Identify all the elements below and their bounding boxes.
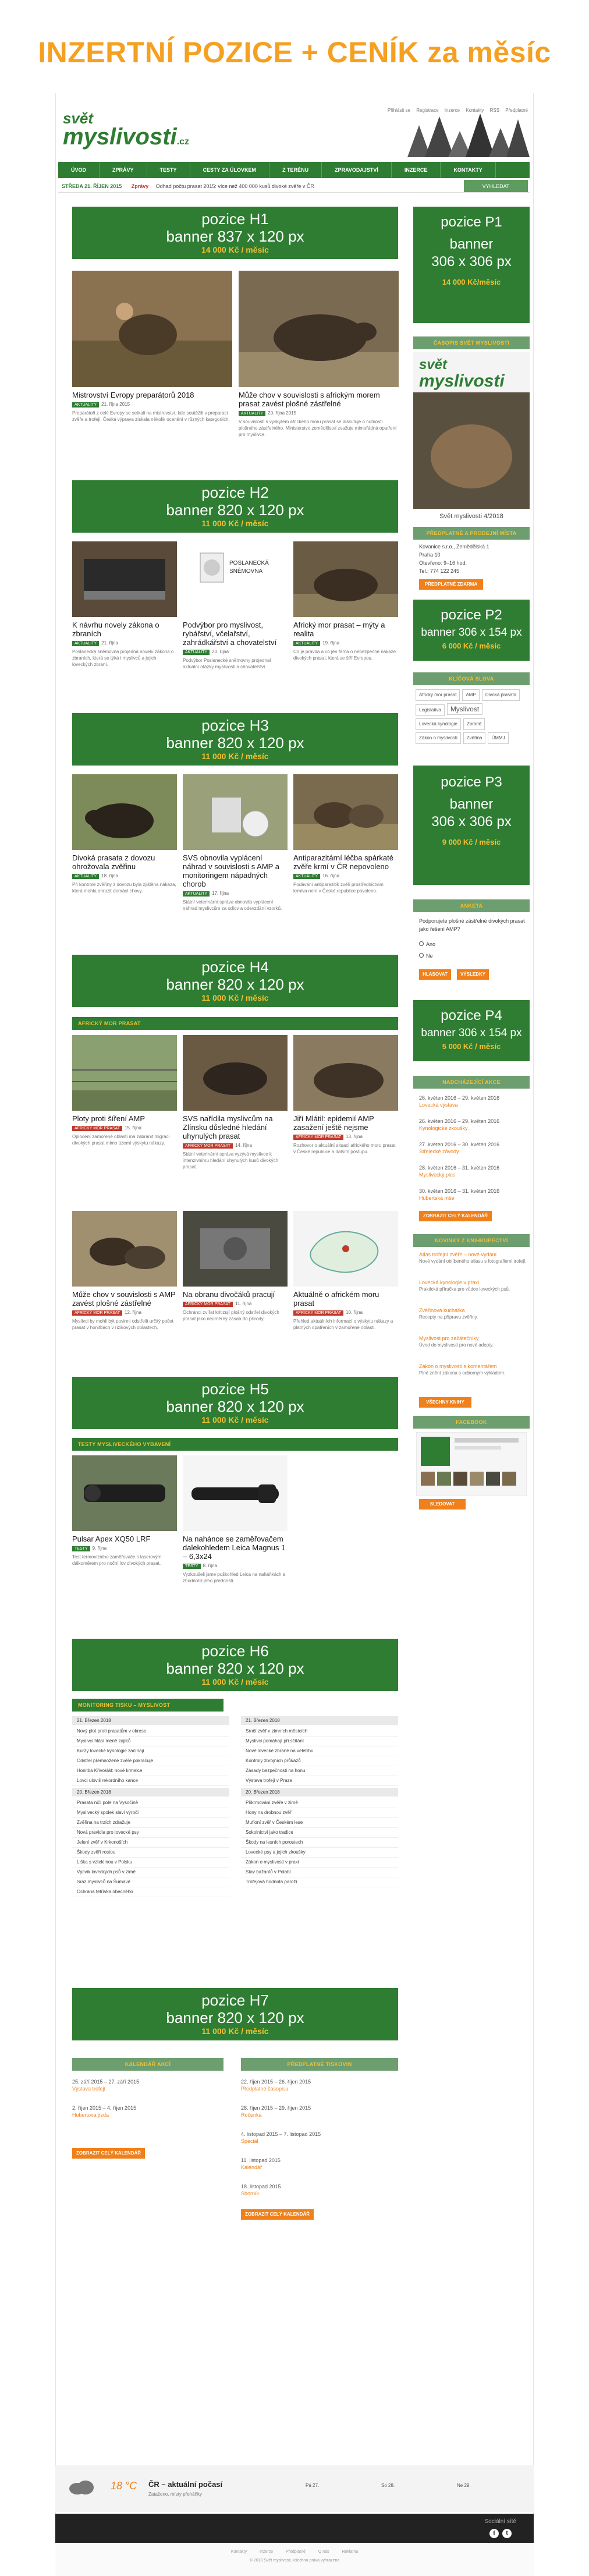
- facebook-widget[interactable]: [416, 1432, 527, 1496]
- article-date: 11. října: [235, 1301, 252, 1306]
- footer-link[interactable]: Předplatné: [286, 2550, 306, 2554]
- ad-h3[interactable]: pozice H3 banner 820 x 120 px 11 000 Kč / měsíc: [72, 713, 398, 766]
- article-perex: Vyzkoušeli jsme puškohled Leica na naháňkách a zhodnotili jeho přednosti.: [183, 1572, 286, 1583]
- article-image: [72, 774, 177, 850]
- article-title[interactable]: Aktuálně o africkém moru prasat: [293, 1290, 379, 1308]
- article-card[interactable]: [183, 541, 288, 710]
- monitoring-col-left: [72, 1714, 229, 1897]
- article-title[interactable]: Ploty proti šíření AMP: [72, 1114, 145, 1123]
- monitoring-row[interactable]: Prasata ničí pole na Vysočině: [72, 1798, 229, 1808]
- section-header-amp[interactable]: AFRICKÝ MOR PRASAT: [72, 1017, 398, 1030]
- article-perex: Podávání antiparazitik zvěři prostřednictvím krmiva není v České republice povoleno.: [293, 882, 384, 894]
- svg-text:svět: svět: [419, 357, 448, 373]
- nav-item-home[interactable]: ÚVOD: [58, 162, 100, 178]
- nav-item-contacts[interactable]: KONTAKTY: [441, 162, 495, 178]
- top-link[interactable]: Inzerce: [444, 108, 460, 113]
- weather-day: So 28.: [381, 2483, 395, 2488]
- article-image: [72, 1035, 177, 1111]
- article-card[interactable]: [72, 541, 177, 710]
- article-category[interactable]: AKTUALITY: [72, 402, 99, 408]
- article-image: [293, 1211, 398, 1287]
- article-date: 17. října: [212, 891, 229, 896]
- ad-p3[interactable]: pozice P3 banner 306 x 306 px 9 000 Kč / měsíc: [413, 766, 530, 885]
- monitoring-row[interactable]: Liška s vzteklinou v Polsku: [72, 1858, 229, 1868]
- book-item[interactable]: Myslivost pro začátečníky Úvod do myslivosti pro nové adepty.: [419, 1335, 494, 1348]
- page-headline: INZERTNÍ POZICE + CENÍK za měsíc: [38, 36, 551, 69]
- article-title[interactable]: Na nahánce se zaměřovačem dalekohledem Leica Magnus 1 – 6,3x24: [183, 1535, 286, 1561]
- article-date: 16. října: [322, 873, 340, 878]
- monitoring-row[interactable]: Nový plot proti prasatům v okrese: [72, 1727, 229, 1737]
- article-perex: Podvýbor Poslanecké sněmovny projednal aktuální otázky myslivosti a chovatelství.: [183, 658, 271, 669]
- article-category[interactable]: AKTUALITY: [183, 891, 210, 897]
- article-perex: Při kontrole zvěřiny z dovozu byla zjištěna nákaza, která mohla ohrozit domácí chovy.: [72, 882, 176, 894]
- footer-link[interactable]: Reklama: [342, 2550, 359, 2554]
- ad-p4[interactable]: pozice P4 banner 306 x 154 px 5 000 Kč / měsíc: [413, 1000, 530, 1061]
- ad-h5[interactable]: pozice H5 banner 820 x 120 px 11 000 Kč / měsíc: [72, 1377, 398, 1429]
- monitoring-row[interactable]: Myslivci hlásí méně zajíců: [72, 1737, 229, 1746]
- twitter-icon[interactable]: t: [502, 2529, 512, 2538]
- article-image: [72, 541, 177, 617]
- article-perex: Ochránci zvířat kritizují plošný odstřel divokých prasat jako neúměrný zásah do přírody.: [183, 1310, 279, 1321]
- monitoring-row[interactable]: Škody na lesních porostech: [241, 1838, 398, 1848]
- logo-line1: svět: [63, 109, 94, 127]
- footer-links: [55, 2543, 534, 2576]
- article-image: [72, 271, 232, 387]
- article-date: 21. října 2015: [101, 402, 130, 407]
- calendar-row[interactable]: 22. říjen 2015 – 26. říjen 2015 Předplatné časopisu: [241, 2079, 311, 2092]
- article-category[interactable]: TESTY: [72, 1546, 90, 1551]
- sub-bar: [58, 180, 530, 193]
- article-perex: Oplocení zamořené oblasti má zabránit migraci divokých prasat mimo území výskytu nákazy.: [72, 1134, 170, 1146]
- article-card[interactable]: [293, 774, 398, 943]
- article-card[interactable]: [293, 541, 398, 710]
- article-category[interactable]: AFRICKÝ MOR PRASAT: [293, 1310, 343, 1316]
- book-item[interactable]: Atlas trofejní zvěře – nové vydání Nové vydání oblíbeného atlasu s fotografiemi trofejí.: [419, 1252, 527, 1264]
- weather-day: Ne 29.: [457, 2483, 471, 2488]
- article-date: 20. října 2015: [268, 410, 297, 416]
- tag-cloud: [414, 688, 530, 745]
- book-item[interactable]: Zvěřinová kuchařka Recepty na přípravu zvěřiny.: [419, 1308, 478, 1320]
- book-list: [419, 1252, 530, 1391]
- monitoring-row[interactable]: Honitba Křivoklát: nové krmelce: [72, 1766, 229, 1776]
- article-date: 21. října: [101, 640, 119, 646]
- article-perex: V souvislosti s výskytem afrického moru prasat se diskutuje o nutnosti plošného zástřelného. Ministerstvo zemědělství zvažuje mimořádná opatření pro myslivce.: [239, 419, 397, 437]
- article-image: [239, 271, 399, 387]
- article-date: 12. října: [125, 1310, 141, 1315]
- monitoring-date: 20. Březen 2018: [72, 1788, 229, 1797]
- footer-link[interactable]: Inzerce: [260, 2550, 274, 2554]
- monitoring-row[interactable]: Kontroly zbrojních průkazů: [241, 1756, 398, 1766]
- weather-footer: [55, 2465, 534, 2512]
- article-image: [183, 1035, 288, 1111]
- article-date: 18. října: [101, 873, 119, 878]
- calendar-row[interactable]: 4. listopad 2015 – 7. listopad 2015 Speciál: [241, 2131, 321, 2144]
- tag[interactable]: Africký mor prasat: [416, 689, 460, 701]
- article-image: [293, 1035, 398, 1111]
- monitoring-row[interactable]: Stav bažantů v Polabí: [241, 1868, 398, 1877]
- magazine-cover[interactable]: [413, 352, 530, 509]
- events-show-all-button[interactable]: ZOBRAZIT CELÝ KALENDÁŘ: [419, 1211, 492, 1221]
- article-category[interactable]: AKTUALITY: [239, 411, 265, 416]
- ticker-label: Zprávy: [131, 183, 149, 189]
- tag[interactable]: Zákon o myslivosti: [416, 732, 461, 744]
- calendar-row[interactable]: 25. září 2015 – 27. září 2015 Výstava trofejí: [72, 2079, 140, 2092]
- copyright: © 2018 Svět myslivosti, všechna práva vyhrazena: [249, 2559, 340, 2563]
- tag[interactable]: Divoká prasata: [482, 689, 520, 701]
- monitoring-row[interactable]: Sraz myslivců na Šumavě: [72, 1877, 229, 1887]
- article-title[interactable]: SVS obnovila vyplácení náhrad v souvislosti s AMP a monitoringem nápadných chorob: [183, 853, 279, 888]
- article-title[interactable]: Mistrovství Evropy preparátorů 2018: [72, 391, 194, 399]
- calendar-row[interactable]: 28. říjen 2015 – 29. říjen 2015 Ročenka: [241, 2105, 311, 2118]
- nav-item-ads[interactable]: INZERCE: [392, 162, 441, 178]
- tag[interactable]: Legislativa: [416, 704, 445, 716]
- calendar-row[interactable]: 18. listopad 2015 Sborník: [241, 2184, 281, 2196]
- article-card[interactable]: [183, 774, 288, 943]
- event-row[interactable]: 26. květen 2016 – 29. květen 2016 Kynologické zkoušky: [419, 1118, 500, 1131]
- ad-h6[interactable]: pozice H6 banner 820 x 120 px 11 000 Kč / měsíc: [72, 1639, 398, 1691]
- article-image: [293, 541, 398, 617]
- top-link[interactable]: Předplatné: [505, 108, 528, 113]
- monitoring-row[interactable]: Myslivecký spolek slaví výročí: [72, 1808, 229, 1818]
- article-date: 8. října: [203, 1563, 218, 1568]
- weather-desc: Zataženo, místy přeháňky: [148, 2492, 203, 2497]
- tags-header[interactable]: KLÍČOVÁ SLOVA: [413, 672, 530, 685]
- calendar-show-all-button[interactable]: ZOBRAZIT CELÝ KALENDÁŘ: [72, 2148, 145, 2159]
- current-date: STŘEDA 21. ŘÍJEN 2015: [62, 183, 122, 189]
- article-card[interactable]: [183, 1455, 288, 1624]
- article-date: 19. října: [322, 640, 340, 646]
- article-category[interactable]: AFRICKÝ MOR PRASAT: [72, 1126, 122, 1131]
- event-row[interactable]: 30. květen 2016 – 31. květen 2016 Hubertská mše: [419, 1188, 500, 1201]
- subscription-show-all-button[interactable]: ZOBRAZIT CELÝ KALENDÁŘ: [241, 2209, 314, 2220]
- article-category[interactable]: AFRICKÝ MOR PRASAT: [72, 1310, 122, 1316]
- monitoring-row[interactable]: Hony na drobnou zvěř: [241, 1808, 398, 1818]
- article-date: 15. října: [125, 1125, 141, 1131]
- article-perex: Test termovizního zaměřovače s laserovým dálkoměrem pro noční lov divokých prasat.: [72, 1554, 162, 1566]
- section-header-monitoring[interactable]: MONITORING TISKU – MYSLIVOST: [72, 1699, 223, 1712]
- poll-results-button[interactable]: VÝSLEDKY: [457, 969, 489, 980]
- monitoring-row[interactable]: Myslivci pomáhají při sčítání: [241, 1737, 398, 1746]
- weather-location[interactable]: ČR – aktuální počasí: [148, 2480, 223, 2489]
- article-image: [293, 774, 398, 850]
- article-category[interactable]: AKTUALITY: [293, 641, 320, 646]
- nav-item-reports[interactable]: ZPRAVODAJSTVÍ: [322, 162, 392, 178]
- tag[interactable]: Lovecká kynologie: [416, 718, 461, 730]
- books-header[interactable]: NOVINKY Z KNIHKUPECTVÍ: [413, 1234, 530, 1247]
- magazine-header[interactable]: ČASOPIS SVĚT MYSLIVOSTI: [413, 336, 530, 349]
- book-item[interactable]: Lovecká kynologie v praxi Praktická příručka pro vůdce loveckých psů.: [419, 1280, 510, 1292]
- monitoring-date: 20. Březen 2018: [241, 1788, 398, 1797]
- footer-link[interactable]: O nás: [318, 2550, 329, 2554]
- tag[interactable]: Zvěřina: [463, 732, 486, 744]
- nav-item-tests[interactable]: TESTY: [147, 162, 190, 178]
- article-category[interactable]: AKTUALITY: [183, 650, 210, 655]
- article-card[interactable]: [72, 271, 232, 445]
- article-category[interactable]: AKTUALITY: [293, 874, 320, 879]
- monitoring-row[interactable]: Škody zvěří rostou: [72, 1848, 229, 1858]
- monitoring-row[interactable]: Výstava trofejí v Praze: [241, 1776, 398, 1786]
- books-all-button[interactable]: VŠECHNY KNIHY: [419, 1397, 471, 1408]
- article-image: [183, 774, 288, 850]
- article-date: 10. října: [346, 1310, 363, 1315]
- monitoring-row[interactable]: Lovecké psy a jejich zkoušky: [241, 1848, 398, 1858]
- article-date: 14. října: [235, 1143, 252, 1148]
- monitoring-row[interactable]: Kurzy lovecké kynologie začínají: [72, 1746, 229, 1756]
- facebook-icon[interactable]: f: [489, 2529, 499, 2538]
- shop-subscribe-button[interactable]: PŘEDPLATNÉ ZDARMA: [419, 579, 483, 590]
- article-title[interactable]: Pulsar Apex XQ50 LRF: [72, 1535, 151, 1543]
- top-link[interactable]: RSS: [489, 108, 500, 113]
- top-link[interactable]: Kontakty: [466, 108, 484, 113]
- article-title[interactable]: K návrhu novely zákona o zbraních: [72, 621, 159, 638]
- svg-text:myslivosti: myslivosti: [419, 371, 505, 391]
- top-link[interactable]: Registrace: [416, 108, 439, 113]
- nav-item-field[interactable]: Z TERÉNU: [269, 162, 322, 178]
- book-item[interactable]: Zákon o myslivosti s komentářem Plné znění zákona s odborným výkladem.: [419, 1363, 506, 1376]
- article-category[interactable]: TESTY: [183, 1564, 201, 1569]
- tag[interactable]: Myslivost: [447, 703, 482, 715]
- monitoring-row[interactable]: Přikrmování zvěře v zimě: [241, 1798, 398, 1808]
- article-card[interactable]: [293, 1035, 398, 1204]
- shop-header[interactable]: PŘEDPLATNÉ A PRODEJNÍ MÍSTA: [413, 527, 530, 540]
- poll-option[interactable]: Ano: [419, 940, 435, 948]
- weather-day: Pá 27.: [306, 2483, 320, 2488]
- article-title[interactable]: Může chov v souvislosti s AMP zavést plošné zástřelné: [72, 1290, 176, 1308]
- calendar-row[interactable]: 2. říjen 2015 – 4. říjen 2015 Hubertova jízda: [72, 2105, 137, 2118]
- subscription-header[interactable]: PŘEDPLATNÉ TISKOVIN: [241, 2058, 398, 2071]
- search-button[interactable]: VYHLEDAT: [464, 180, 528, 193]
- article-image: [72, 1211, 177, 1287]
- article-title[interactable]: Jiří Mlátil: epidemií AMP zasažení ještě nejsme: [293, 1114, 374, 1132]
- article-title[interactable]: Na obranu divočáků pracují: [183, 1290, 275, 1299]
- article-date: 20. října: [212, 649, 229, 654]
- article-date: 13. října: [346, 1134, 363, 1139]
- article-title[interactable]: Antiparazitární léčba spárkaté zvěře krmí v ČR nepovoleno: [293, 853, 393, 871]
- article-card[interactable]: [183, 1035, 288, 1204]
- article-image: [183, 1211, 288, 1287]
- ad-p2[interactable]: pozice P2 banner 306 x 154 px 6 000 Kč / měsíc: [413, 600, 530, 661]
- article-category[interactable]: AFRICKÝ MOR PRASAT: [293, 1135, 343, 1140]
- article-category[interactable]: AKTUALITY: [72, 641, 99, 646]
- monitoring-row[interactable]: Srnčí zvěř v zimních měsících: [241, 1727, 398, 1737]
- monitoring-row[interactable]: Výcvik loveckých psů v zimě: [72, 1868, 229, 1877]
- monitoring-date: 21. Březen 2018: [72, 1716, 229, 1725]
- monitoring-row[interactable]: Nová pravidla pro lovecké psy: [72, 1828, 229, 1838]
- article-perex: Co je pravda a co jen fáma o nebezpečné nákaze divokých prasat, která se šíří Evropou.: [293, 649, 396, 661]
- monitoring-date: 21. Březen 2018: [241, 1716, 398, 1725]
- monitoring-row[interactable]: Ochrana tetřívka obecného: [72, 1887, 229, 1897]
- footer-link[interactable]: Kontakty: [230, 2550, 247, 2554]
- article-perex: Myslivci by mohli být povinni odstřelit určitý počet prasat v honitbách v rizikových oblastech.: [72, 1319, 173, 1330]
- weather-temp: 18 °C: [111, 2480, 137, 2492]
- cloud-icon: [67, 2478, 96, 2496]
- svg-text:SNĚMOVNA: SNĚMOVNA: [229, 568, 263, 575]
- monitoring-row[interactable]: Zvěřina na trzích zdražuje: [72, 1818, 229, 1828]
- monitoring-row[interactable]: Jelení zvěř v Krkonoších: [72, 1838, 229, 1848]
- social-title: Sociální sítě: [484, 2518, 516, 2525]
- facebook-follow-button[interactable]: SLEDOVAT: [419, 1499, 466, 1510]
- article-image: [72, 1455, 177, 1531]
- monitoring-row[interactable]: Zásady bezpečnosti na honu: [241, 1766, 398, 1776]
- article-perex: Poslanecká sněmovna projedná novelu zákona o zbraních, která se týká i myslivců a jejich loveckých zbraní.: [72, 649, 174, 667]
- article-card[interactable]: [239, 271, 399, 445]
- article-card[interactable]: [72, 1211, 177, 1362]
- tag[interactable]: AMP: [462, 689, 479, 701]
- ad-p1[interactable]: pozice P1 banner 306 x 306 px 14 000 Kč/měsíc: [413, 207, 530, 323]
- forest-illustration: [407, 108, 530, 157]
- article-card[interactable]: [293, 1211, 398, 1362]
- monitoring-row[interactable]: Sokolnictví jako tradice: [241, 1828, 398, 1838]
- nav-item-trips[interactable]: CESTY ZA ÚLOVKEM: [190, 162, 270, 178]
- article-title[interactable]: Africký mor prasat – mýty a realita: [293, 621, 385, 638]
- shop-info: Kovanice s.r.o., Zemědělská 1 Praha 10 Otevřeno: 9–16 hod. Tel.: 774 122 245: [419, 544, 489, 574]
- article-title[interactable]: Podvýbor pro myslivost, rybářství, včelařství, zahrádkářství a chovatelství: [183, 621, 277, 647]
- site-logo[interactable]: [63, 111, 249, 157]
- article-category[interactable]: AFRICKÝ MOR PRASAT: [183, 1143, 233, 1149]
- tag[interactable]: ÚMMJ: [488, 732, 508, 744]
- monitoring-row[interactable]: Lovci ulovili rekordního kance: [72, 1776, 229, 1786]
- monitoring-row[interactable]: Mufloní zvěř v Českém lese: [241, 1818, 398, 1828]
- monitoring-row[interactable]: Odstřel přemnožené zvěře pokračuje: [72, 1756, 229, 1766]
- ad-h1[interactable]: pozice H1 banner 837 x 120 px 14 000 Kč / měsíc: [72, 207, 398, 259]
- poll-option[interactable]: Ne: [419, 952, 433, 960]
- article-card[interactable]: [183, 1211, 288, 1362]
- event-row[interactable]: 28. květen 2016 – 31. květen 2016 Myslivecký ples: [419, 1165, 500, 1178]
- article-category[interactable]: AFRICKÝ MOR PRASAT: [183, 1302, 233, 1307]
- article-card[interactable]: [72, 1455, 177, 1624]
- section-header-tests[interactable]: TESTY MYSLIVECKÉHO VYBAVENÍ: [72, 1438, 398, 1451]
- ad-h2[interactable]: pozice H2 banner 820 x 120 px 11 000 Kč / měsíc: [72, 480, 398, 533]
- magazine-caption: Svět myslivosti 4/2018: [439, 513, 503, 520]
- event-row[interactable]: 27. květen 2016 – 30. květen 2016 Střelecké závody: [419, 1142, 500, 1154]
- ad-h4[interactable]: pozice H4 banner 820 x 120 px 11 000 Kč / měsíc: [72, 955, 398, 1007]
- monitoring-row[interactable]: Trofejová hodnota paroží: [241, 1877, 398, 1887]
- article-title[interactable]: SVS nařídila myslivcům na Zlínsku důsledné hledání uhynulých prasat: [183, 1114, 273, 1140]
- events-header[interactable]: NADCHÁZEJÍCÍ AKCE: [413, 1076, 530, 1089]
- tag[interactable]: Zbraně: [463, 718, 485, 730]
- event-row[interactable]: 26. květen 2016 – 29. květen 2016 Lovecká výstava: [419, 1095, 500, 1108]
- article-perex: Rozhovor o aktuální situaci afrického moru prasat v České republice a dalším postupu.: [293, 1143, 396, 1154]
- article-category[interactable]: AKTUALITY: [72, 874, 99, 879]
- ticker-text[interactable]: Odhad počtu prasat 2015: více než 400 000 kusů divoké zvěře v ČR: [155, 183, 314, 189]
- ad-h7[interactable]: pozice H7 banner 820 x 120 px 11 000 Kč / měsíc: [72, 1988, 398, 2040]
- logo-line2: myslivosti.cz: [63, 124, 189, 150]
- article-card[interactable]: [72, 774, 177, 943]
- article-title[interactable]: Divoká prasata z dovozu ohrožovala zvěřinu: [72, 853, 155, 871]
- svg-text:POSLANECKÁ: POSLANECKÁ: [229, 560, 269, 566]
- article-image: [183, 1455, 288, 1531]
- facebook-header[interactable]: FACEBOOK: [413, 1416, 530, 1429]
- article-perex: Preparátoři z celé Evropy se setkali na mistrovství, kde soutěžili v preparaci zvěře a trofejí. Česká výprava získala několik ocenění v různých kategoriích.: [72, 410, 230, 422]
- article-perex: Státní veterinární správa vyzývá myslivce k intenzivnímu hledání uhynulých kusů divokých prasat.: [183, 1151, 279, 1170]
- top-link[interactable]: Přihlásit se: [387, 108, 411, 113]
- article-perex: Státní veterinární správa obnovila vyplácení náhrad myslivcům za odlov a odevzdání vzorků.: [183, 899, 282, 911]
- article-title[interactable]: Může chov v souvislosti s africkým morem prasat zavést plošné zástřelné: [239, 391, 380, 408]
- social-bar: [55, 2514, 534, 2543]
- article-perex: Přehled aktuálních informací o výskytu nákazy a platných opatřeních v zamořené oblasti.: [293, 1319, 393, 1330]
- nav-item-news[interactable]: ZPRÁVY: [100, 162, 147, 178]
- article-date: 9. října: [92, 1546, 107, 1551]
- calendar-row[interactable]: 11. listopad 2015 Kalendář: [241, 2157, 281, 2170]
- poll-header[interactable]: ANKETA: [413, 899, 530, 912]
- monitoring-row[interactable]: Zákon o myslivosti v praxi: [241, 1858, 398, 1868]
- monitoring-col-right: [241, 1714, 398, 1887]
- article-image: [183, 541, 288, 617]
- article-card[interactable]: [72, 1035, 177, 1204]
- monitoring-row[interactable]: Nové lovecké zbraně na veletrhu: [241, 1746, 398, 1756]
- poll-question: Podporujete plošné zástřelné divokých prasat jako řešení AMP?: [419, 918, 525, 932]
- poll-vote-button[interactable]: HLASOVAT: [419, 969, 451, 980]
- calendar-header[interactable]: KALENDÁŘ AKCÍ: [72, 2058, 223, 2071]
